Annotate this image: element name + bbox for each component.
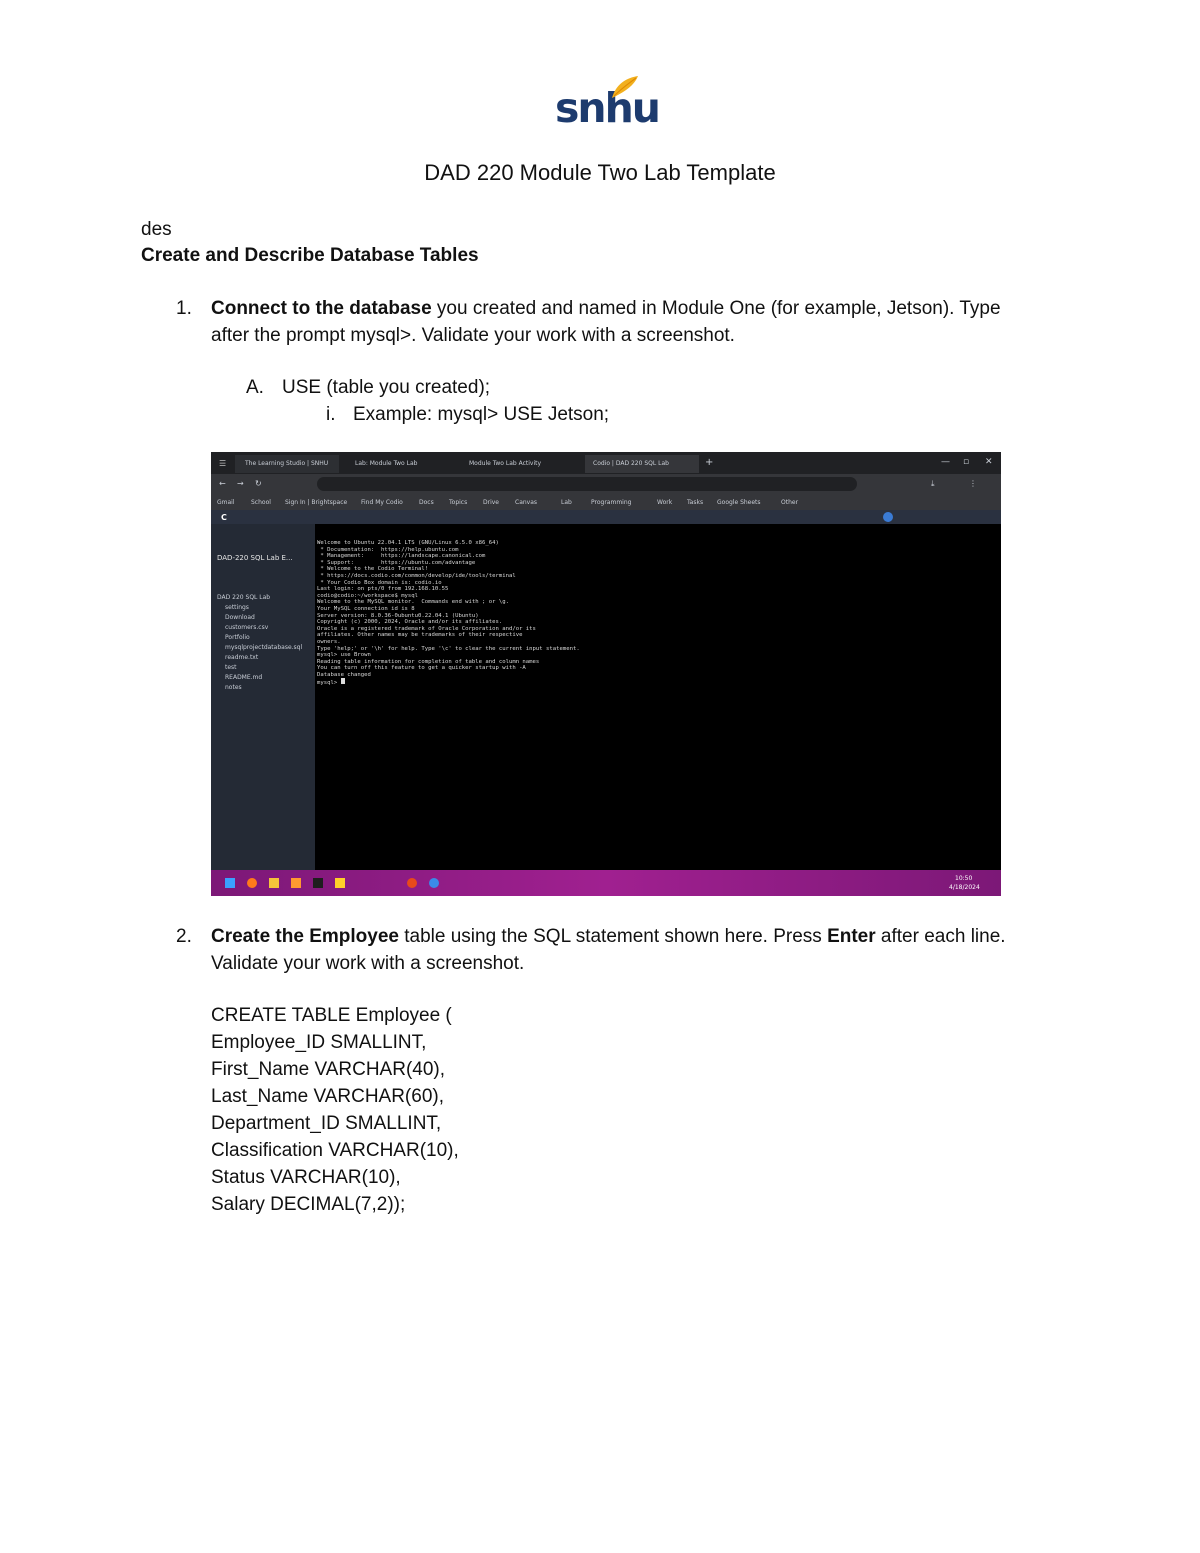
file-sidebar	[211, 524, 315, 870]
bookmarks-bar	[211, 494, 1001, 510]
step1-line1	[211, 295, 1001, 322]
bookmark[interactable]: Docs	[419, 499, 434, 506]
step1-sub-a-text: USE (table you created);	[282, 377, 491, 398]
bookmark[interactable]: Tasks	[687, 499, 704, 506]
terminal-line: affiliates. Other names may be trademarks of their respective	[317, 632, 523, 639]
firefox-icon[interactable]	[247, 878, 257, 888]
terminal-line: Your MySQL connection id is 8	[317, 605, 415, 612]
terminal-line: * Welcome to the Codio Terminal!	[317, 566, 429, 573]
sql-block	[211, 1002, 459, 1218]
browser-address-bar	[211, 474, 1001, 494]
sql-line: First_Name VARCHAR(40),	[211, 1059, 446, 1080]
step1-line2: after the prompt mysql>. Validate your work with a screenshot.	[211, 325, 735, 346]
terminal-line: codio@codio:~/workspace$ mysql	[317, 592, 419, 599]
start-icon[interactable]	[225, 878, 235, 888]
back-icon[interactable]: ←	[219, 479, 226, 488]
file-tree-item[interactable]: settings	[225, 604, 249, 611]
sql-line: Status VARCHAR(10),	[211, 1167, 401, 1188]
embedded-screenshot	[211, 452, 1001, 896]
step1-sub-i-label: i.	[326, 404, 336, 425]
sql-line: Employee_ID SMALLINT,	[211, 1032, 427, 1053]
terminal-cursor	[341, 678, 345, 684]
step2-bold1: Create the Employee	[211, 926, 399, 947]
bookmark[interactable]: School	[251, 499, 271, 506]
terminal-line: Server version: 8.0.36-0ubuntu0.22.04.1 (Ubuntu)	[317, 612, 479, 619]
terminal-line: You can turn off this feature to get a quicker startup with -A	[317, 665, 526, 672]
terminal-line: * Documentation: https://help.ubuntu.com	[317, 546, 459, 553]
step1-sub-i-text: Example: mysql> USE Jetson;	[353, 404, 610, 425]
snhu-logo	[555, 74, 659, 134]
clock-date: 4/18/2024	[949, 884, 980, 891]
terminal-panel[interactable]	[315, 524, 1001, 870]
avatar[interactable]	[883, 512, 893, 522]
terminal-line: Copyright (c) 2000, 2024, Oracle and/or its affiliates.	[317, 619, 503, 626]
step2-bold2: Enter	[827, 926, 876, 947]
menu-icon[interactable]: ⋮	[969, 479, 977, 488]
sql-line: Salary DECIMAL(7,2));	[211, 1194, 406, 1215]
tab-2[interactable]: Lab: Module Two Lab	[355, 460, 418, 467]
codio-logo-icon: C	[221, 513, 227, 522]
codio-toolbar	[211, 510, 1001, 524]
app-icon[interactable]	[291, 878, 301, 888]
step1-sub-a-label: A.	[246, 377, 264, 398]
terminal-line: * Management: https://landscape.canonical.com	[317, 553, 486, 560]
file-tree-item[interactable]: DAD 220 SQL Lab	[217, 594, 271, 601]
edge-icon[interactable]	[429, 878, 439, 888]
forward-icon[interactable]: →	[237, 479, 244, 488]
document-title: DAD 220 Module Two Lab Template	[424, 160, 776, 185]
os-taskbar	[211, 870, 1001, 896]
bookmark[interactable]: Work	[657, 499, 673, 506]
sql-line: Last_Name VARCHAR(60),	[211, 1086, 445, 1107]
bookmark[interactable]: Programming	[591, 499, 632, 506]
terminal-line: Type 'help;' or '\h' for help. Type '\c' to clear the current input statement.	[317, 645, 580, 652]
terminal-line: mysql> use Brown	[317, 652, 371, 659]
file-tree-item[interactable]: README.md	[225, 674, 263, 681]
bookmark[interactable]: Lab	[561, 499, 572, 506]
terminal-line: owners.	[317, 638, 341, 645]
url-field[interactable]	[317, 477, 857, 491]
file-tree-item[interactable]: Download	[225, 614, 255, 621]
bookmark[interactable]: Google Sheets	[717, 499, 761, 506]
bookmark[interactable]: Drive	[483, 499, 499, 506]
browser-tab-bar	[211, 452, 1001, 474]
file-tree-item[interactable]: test	[225, 664, 237, 671]
bookmark[interactable]: Find My Codio	[361, 499, 403, 506]
tab-4[interactable]: Codio | DAD 220 SQL Lab	[585, 455, 699, 473]
terminal-line: Welcome to the MySQL monitor. Commands end with ; or \g.	[317, 599, 509, 606]
step1-bold: Connect to the database	[211, 298, 432, 319]
section-heading: Create and Describe Database Tables	[141, 245, 479, 266]
folder-icon[interactable]	[269, 878, 279, 888]
file-tree-item[interactable]: readme.txt	[225, 654, 259, 661]
reload-icon[interactable]: ↻	[255, 479, 262, 488]
app-icon[interactable]	[407, 878, 417, 888]
bookmark[interactable]: Canvas	[515, 499, 538, 506]
logo-wordmark: snhu	[555, 84, 659, 132]
terminal-line: * Your Codio Box domain is: codio.io	[317, 579, 442, 586]
maximize-icon[interactable]: ▫	[963, 457, 970, 467]
terminal-line: Database changed	[317, 671, 371, 678]
tab-3[interactable]: Module Two Lab Activity	[469, 460, 542, 467]
step2-end: after each line.	[875, 926, 1006, 947]
project-title: DAD-220 SQL Lab E...	[217, 554, 293, 562]
close-icon[interactable]: ✕	[985, 457, 993, 467]
step2-mid: table using the SQL statement shown here. Press	[398, 926, 828, 947]
step2-number: 2.	[176, 926, 192, 947]
step1-number: 1.	[176, 298, 192, 319]
terminal-app-icon[interactable]	[313, 878, 323, 888]
terminal-line: Last login: on pts/0 from 192.168.10.55	[317, 586, 449, 593]
terminal-line: Reading table information for completion of table and column names	[317, 658, 540, 665]
file-tree-item[interactable]: mysqlprojectdatabase.sql	[225, 644, 303, 651]
terminal-line: * https://docs.codio.com/common/develop/ide/tools/terminal	[317, 572, 516, 579]
terminal-output	[317, 540, 580, 687]
file-tree-item[interactable]: customers.csv	[225, 624, 269, 631]
leaf-icon	[610, 74, 640, 100]
new-tab-icon[interactable]: +	[705, 457, 714, 468]
stray-text: des	[141, 219, 172, 240]
sql-line: Department_ID SMALLINT,	[211, 1113, 442, 1134]
tab-1[interactable]: The Learning Studio | SNHU	[235, 455, 339, 473]
bookmark[interactable]: Sign In | Brightspace	[285, 499, 348, 506]
step1-rest: you created and named in Module One (for example, Jetson). Type	[431, 298, 1001, 319]
download-icon[interactable]: ⤓	[931, 479, 935, 488]
terminal-line: Oracle is a registered trademark of Oracle Corporation and/or its	[317, 625, 536, 632]
notes-icon[interactable]	[335, 878, 345, 888]
minimize-icon[interactable]: —	[941, 457, 950, 467]
step2-line1	[211, 923, 1006, 950]
terminal-line: Welcome to Ubuntu 22.04.1 LTS (GNU/Linux 6.5.0 x86_64)	[317, 540, 499, 546]
step2-line2: Validate your work with a screenshot.	[211, 953, 525, 974]
file-tree-item[interactable]: Portfolio	[225, 634, 250, 641]
sql-line: Classification VARCHAR(10),	[211, 1140, 459, 1161]
clock-time: 10:50	[955, 875, 973, 882]
bookmark[interactable]: Gmail	[217, 499, 235, 506]
bookmark[interactable]: Other	[781, 499, 799, 506]
window-menu-icon: ☰	[219, 459, 227, 468]
terminal-line: * Support: https://ubuntu.com/advantage	[317, 559, 476, 566]
file-tree-item[interactable]: notes	[225, 684, 242, 691]
bookmark[interactable]: Topics	[449, 499, 468, 506]
terminal-line: mysql>	[317, 678, 580, 687]
sql-line: CREATE TABLE Employee (	[211, 1005, 452, 1026]
